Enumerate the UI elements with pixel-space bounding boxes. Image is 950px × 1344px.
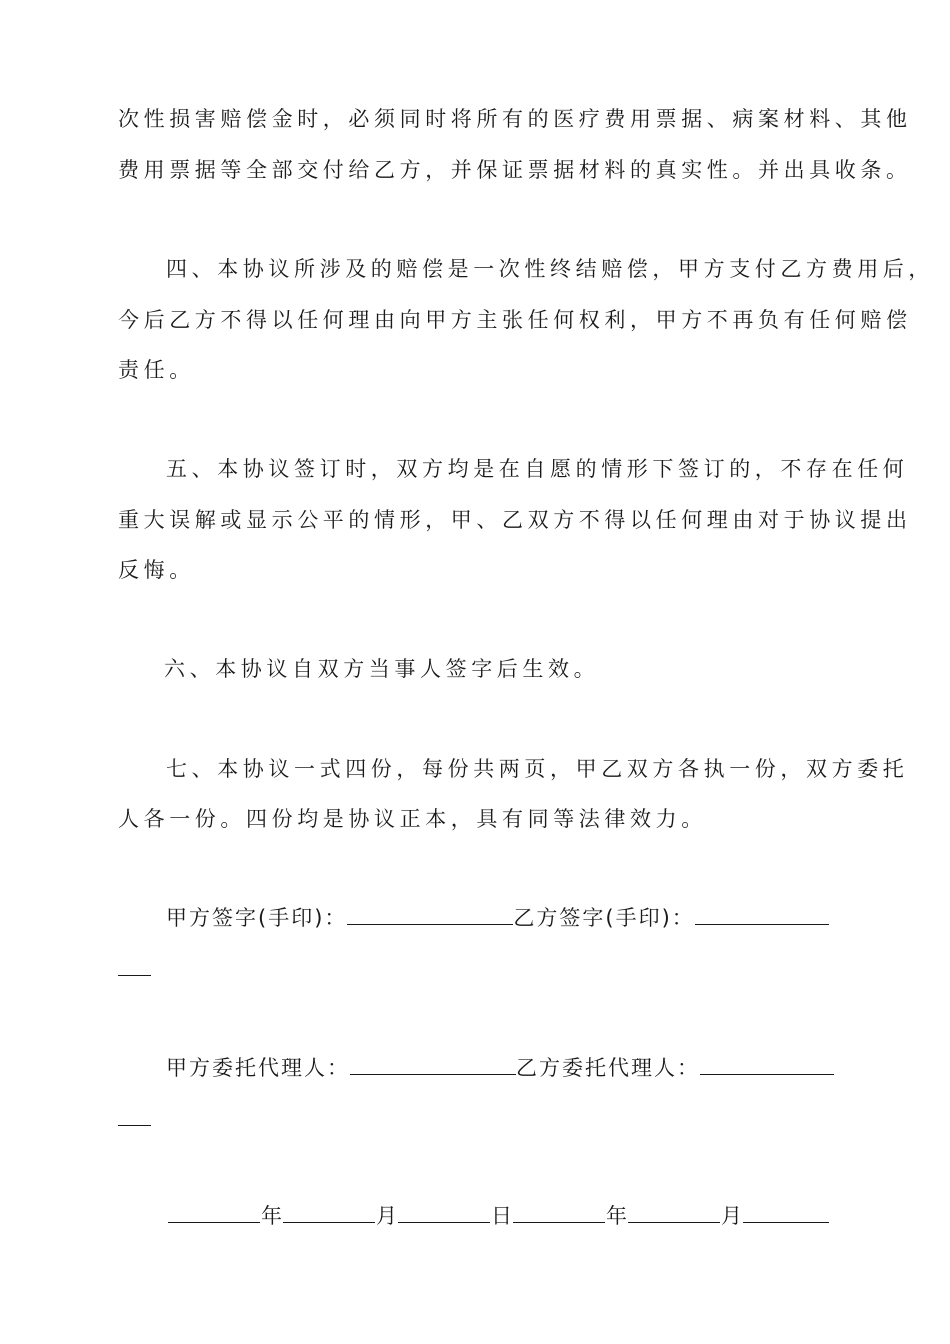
day-label: 日	[491, 1204, 512, 1228]
clause-6-line-1: 六、本协议自双方当事人签字后生效。	[164, 657, 600, 681]
party-a-year-field[interactable]	[168, 1202, 260, 1223]
year-label: 年	[261, 1204, 282, 1228]
party-b-agent-field-continuation[interactable]	[118, 1125, 151, 1126]
date-row	[168, 1201, 829, 1231]
party-a-sign-field[interactable]	[347, 904, 513, 925]
party-a-month-field[interactable]	[283, 1202, 375, 1223]
party-a-day-field[interactable]	[398, 1202, 490, 1223]
party-b-agent-label: 乙方委托代理人：	[516, 1056, 700, 1080]
party-b-day-field[interactable]	[743, 1202, 829, 1223]
party-b-year-field[interactable]	[513, 1202, 605, 1223]
party-a-agent-field[interactable]	[350, 1054, 516, 1075]
party-b-agent-field[interactable]	[700, 1054, 834, 1075]
month-label: 月	[376, 1204, 397, 1228]
party-b-sign-label: 乙方签字(手印)：	[513, 906, 695, 930]
signature-row	[166, 903, 829, 933]
party-a-agent-label: 甲方委托代理人：	[166, 1056, 350, 1080]
party-b-sign-field[interactable]	[695, 904, 829, 925]
clause-5-line-3: 反悔。	[118, 558, 195, 582]
clause-5-line-2: 重大误解或显示公平的情形，甲、乙双方不得以任何理由对于协议提出	[118, 508, 912, 532]
clause-7-line-1: 七、本协议一式四份，每份共两页，甲乙双方各执一份，双方委托	[166, 757, 909, 781]
party-b-month-field[interactable]	[628, 1202, 720, 1223]
clause-3-line-2: 费用票据等全部交付给乙方，并保证票据材料的真实性。并出具收条。	[118, 158, 912, 182]
clause-3-line-1: 次性损害赔偿金时，必须同时将所有的医疗费用票据、病案材料、其他	[118, 107, 912, 131]
clause-5-line-1: 五、本协议签订时，双方均是在自愿的情形下签订的，不存在任何	[166, 457, 909, 481]
party-a-sign-label: 甲方签字(手印)：	[166, 906, 348, 930]
year-label-2: 年	[606, 1204, 627, 1228]
clause-4-line-3: 责任。	[118, 358, 195, 382]
clause-4-line-2: 今后乙方不得以任何理由向甲方主张任何权利，甲方不再负有任何赔偿	[118, 308, 912, 332]
party-b-sign-field-continuation[interactable]	[118, 975, 151, 976]
clause-7-line-2: 人各一份。四份均是协议正本，具有同等法律效力。	[118, 807, 707, 831]
agent-row	[166, 1053, 834, 1083]
month-label-2: 月	[721, 1204, 742, 1228]
clause-4-line-1: 四、本协议所涉及的赔偿是一次性终结赔偿，甲方支付乙方费用后，	[166, 257, 934, 281]
